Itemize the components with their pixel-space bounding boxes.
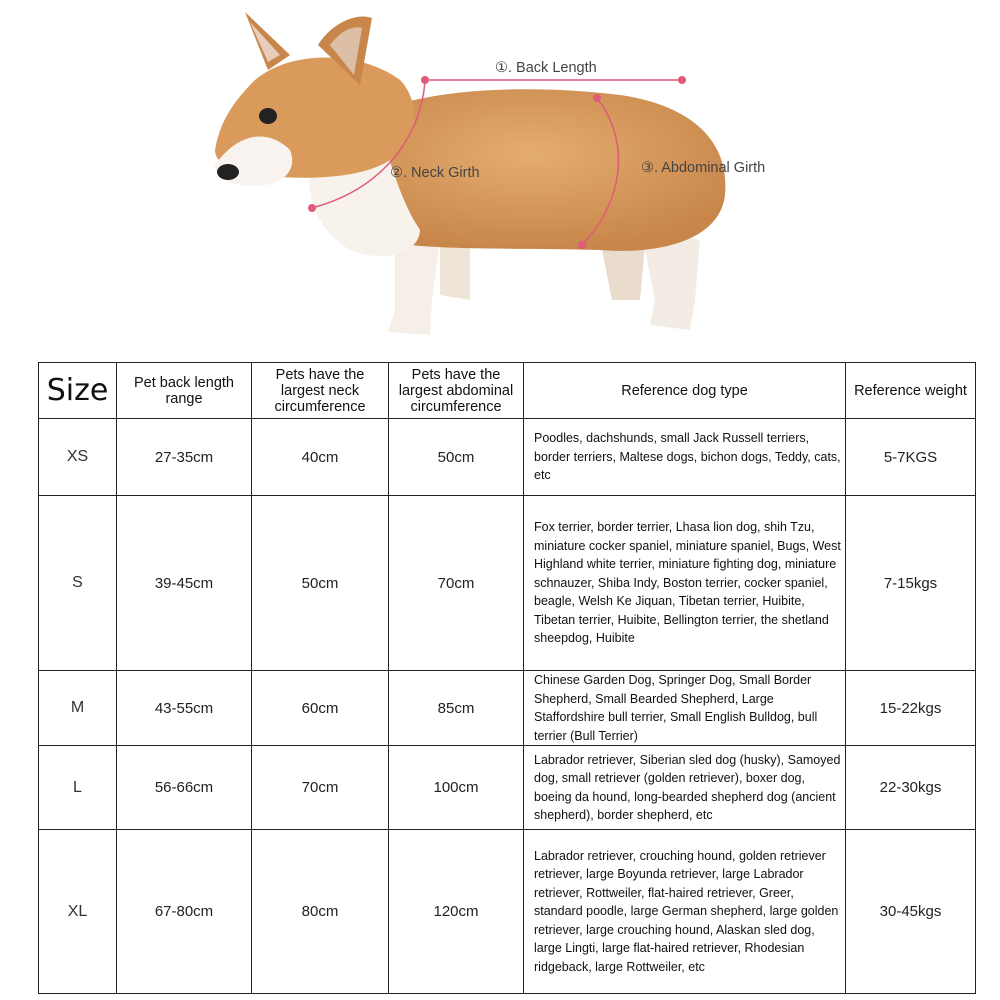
row-back-length: 56-66cm bbox=[117, 746, 252, 830]
row-back-length: 27-35cm bbox=[117, 419, 252, 496]
row-neck: 40cm bbox=[252, 419, 389, 496]
row-abdominal: 85cm bbox=[389, 671, 524, 746]
row-neck: 60cm bbox=[252, 671, 389, 746]
header-neck: Pets have the largest neck circumference bbox=[252, 363, 389, 419]
table-row bbox=[39, 746, 976, 830]
row-back-length: 67-80cm bbox=[117, 830, 252, 994]
corgi-illustration bbox=[0, 0, 1000, 350]
row-weight: 22-30kgs bbox=[846, 746, 976, 830]
row-neck: 80cm bbox=[252, 830, 389, 994]
size-chart-table bbox=[38, 362, 976, 994]
back-length-label: ①. Back Length bbox=[495, 60, 597, 76]
row-breeds: Chinese Garden Dog, Springer Dog, Small Border Shepherd, Small Bearded Shepherd, Large Staffordshire bull terrier, Small English Bulldog, bull terrier (Bull Terrier) bbox=[524, 671, 846, 746]
row-neck: 70cm bbox=[252, 746, 389, 830]
table-row bbox=[39, 671, 976, 746]
row-size: XS bbox=[39, 419, 117, 496]
row-back-length: 39-45cm bbox=[117, 496, 252, 671]
measurement-illustration bbox=[0, 0, 1000, 350]
table-header-row bbox=[39, 363, 976, 419]
row-size: L bbox=[39, 746, 117, 830]
row-breeds: Fox terrier, border terrier, Lhasa lion dog, shih Tzu, miniature cocker spaniel, miniature spaniel, Bugs, West Highland white terrier, miniature fighting dog, miniature schnauzer, Shiba Indy, Boston terrier, cocker spaniel, beagle, Welsh Ke Jiquan, Tibetan terrier, Huibite, Tibetan terrier, Huibite, Bellington terrier, the shetland sheepdog, Huibite bbox=[524, 496, 846, 671]
header-weight: Reference weight bbox=[846, 363, 976, 419]
row-breeds: Poodles, dachshunds, small Jack Russell terriers, border terriers, Maltese dogs, bichon dogs, Teddy, cats, etc bbox=[524, 419, 846, 496]
header-back-length: Pet back length range bbox=[117, 363, 252, 419]
row-abdominal: 70cm bbox=[389, 496, 524, 671]
row-abdominal: 100cm bbox=[389, 746, 524, 830]
row-weight: 30-45kgs bbox=[846, 830, 976, 994]
row-back-length: 43-55cm bbox=[117, 671, 252, 746]
abdominal-girth-label: ③. Abdominal Girth bbox=[641, 160, 766, 176]
row-abdominal: 50cm bbox=[389, 419, 524, 496]
row-weight: 7-15kgs bbox=[846, 496, 976, 671]
table-row bbox=[39, 496, 976, 671]
row-abdominal: 120cm bbox=[389, 830, 524, 994]
table-row bbox=[39, 830, 976, 994]
row-weight: 15-22kgs bbox=[846, 671, 976, 746]
header-size: Size bbox=[39, 363, 117, 419]
row-neck: 50cm bbox=[252, 496, 389, 671]
row-size: M bbox=[39, 671, 117, 746]
neck-girth-label: ②. Neck Girth bbox=[390, 165, 480, 181]
header-breeds: Reference dog type bbox=[524, 363, 846, 419]
row-breeds: Labrador retriever, Siberian sled dog (husky), Samoyed dog, small retriever (golden retriever), boxer dog, boeing da hound, long-bearded shepherd dog (ancient shepherd), border shepherd, etc bbox=[524, 746, 846, 830]
back-length-marker bbox=[421, 76, 686, 84]
row-size: S bbox=[39, 496, 117, 671]
row-size: XL bbox=[39, 830, 117, 994]
row-weight: 5-7KGS bbox=[846, 419, 976, 496]
row-breeds: Labrador retriever, crouching hound, golden retriever retriever, large Boyunda retriever, large Labrador retriever, Rottweiler, flat-haired retriever, Greer, standard poodle, large German shepherd, large golden retriever, large crouching hound, Alaskan sled dog, large Lingti, large flat-haired retriever, Rhodesian ridgeback, large Rottweiler, etc bbox=[524, 830, 846, 994]
table-row bbox=[39, 419, 976, 496]
header-abdominal: Pets have the largest abdominal circumference bbox=[389, 363, 524, 419]
